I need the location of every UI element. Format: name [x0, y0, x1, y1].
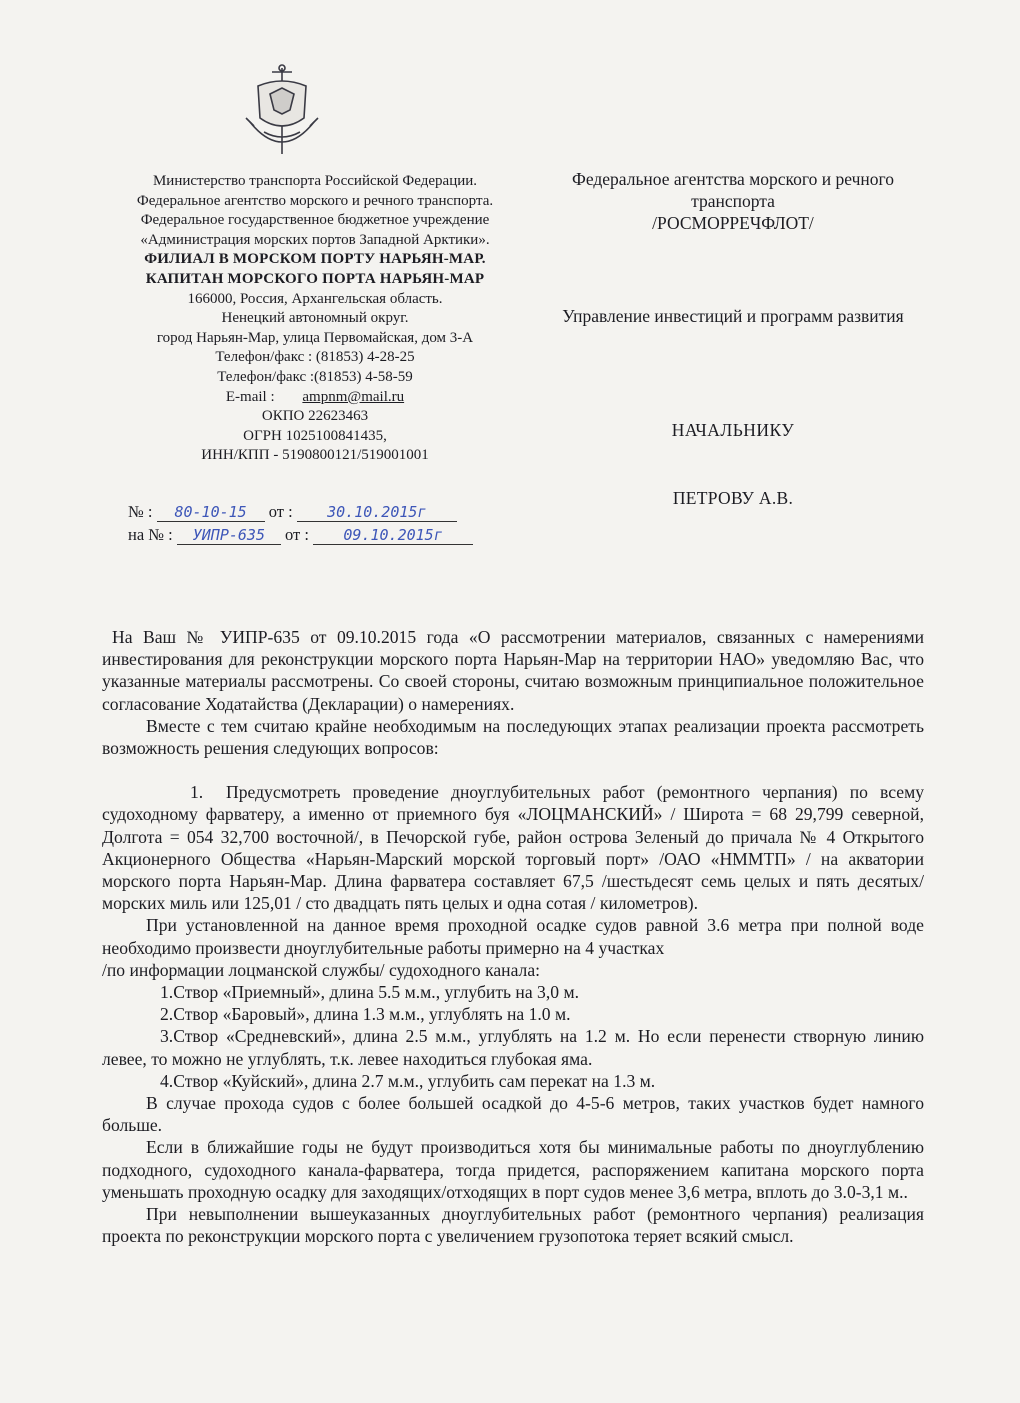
section-item: 2.Створ «Баровый», длина 1.3 м.м., углублять на 1.0 м.: [160, 1004, 571, 1025]
agency-abbr: /РОСМОРРЕЧФЛОТ/: [652, 213, 814, 233]
outgoing-date: 30.10.2015г: [297, 503, 457, 522]
phone-line: Телефон/факс :(81853) 4-58-59: [217, 368, 413, 385]
address-line: 166000, Россия, Архангельская область.: [187, 290, 443, 307]
incoming-reference: [128, 525, 473, 545]
address-line: Ненецкий автономный округ.: [221, 310, 409, 327]
date-label: от :: [268, 502, 293, 521]
paragraph: При установленной на данное время проходной осадке судов равной 3.6 метра при полной воде необходимо произвести дноуглубительные работы примерно на 4 участках: [102, 915, 924, 958]
section-item: 3.Створ «Средневский», длина 2.5 м.м., углублять на 1.2 м. Но если перенести створную линию левее, то можно не углублять, т.к. левее находиться глубокая яма.: [102, 1026, 924, 1069]
reply-number: УИПР-635: [177, 526, 281, 545]
addressee-department: Управление инвестиций и программ развития: [562, 306, 904, 326]
paragraph: В случае прохода судов с более большей осадкой до 4-5-6 метров, таких участков будет намного больше.: [102, 1093, 924, 1136]
section-item: 4.Створ «Куйский», длина 2.7 м.м., углубить сам перекат на 1.3 м.: [160, 1070, 656, 1091]
ogrn-code: ОГРН 1025100841435,: [243, 427, 387, 444]
sender-line: Министерство транспорта Российской Федерации.: [152, 173, 478, 189]
paragraph: Если в ближайшие годы не будут производиться хотя бы минимальные работы по дноуглублению подходного, судоходного канала-фарватера, тогда придется, распоряжением капитана морского порта уменьшать проходную осадку для заходящих/отходящих в порт судов менее 3,6 метра, вплоть до 3.0-3,1 м..: [102, 1137, 924, 1202]
addressee-position: НАЧАЛЬНИКУ: [671, 420, 795, 440]
paragraph: Вместе с тем считаю крайне необходимым на последующих этапах реализации проекта рассмотреть возможность решения следующих вопросов:: [102, 715, 924, 759]
paragraph: При невыполнении вышеуказанных дноуглубительных работ (ремонтного черпания) реализация проекта по реконструкции морского порта с увеличением грузопотока теряет всякий смысл.: [102, 1204, 924, 1247]
list-item-number: 1.: [190, 782, 204, 803]
maritime-emblem-icon: [242, 62, 322, 158]
sender-line: «Администрация морских портов Западной Арктики».: [140, 231, 490, 248]
sender-block: [100, 172, 530, 466]
list-item: [102, 781, 924, 914]
phone-line: Телефон/факс : (81853) 4-28-25: [215, 349, 415, 366]
paragraph: /по информации лоцманской службы/ судоходного канала:: [102, 959, 541, 980]
paragraph: На Ваш № УИПР-635 от 09.10.2015 года «О рассмотрении материалов, связанных с намерениями инвестирования для реконструкции морского порта Нарьян-Мар на территории НАО» уведомляю Вас, что указанные материалы рассмотрены. Со своей стороны, считаю возможным принципиальное положительное согласование Ходатайства (Декларации) о намерениях.: [102, 627, 924, 714]
sender-captain-title: КАПИТАН МОРСКОГО ПОРТА НАРЬЯН-МАР: [145, 270, 485, 287]
sender-branch-title: ФИЛИАЛ В МОРСКОМ ПОРТУ НАРЬЯН-МАР.: [144, 251, 486, 268]
okpo-code: ОКПО 22623463: [261, 408, 369, 425]
reply-date-label: от :: [284, 525, 309, 544]
inn-kpp-code: ИНН/КПП - 5190800121/519001001: [201, 447, 429, 464]
reply-number-label: на № :: [128, 525, 173, 544]
addressee-name: ПЕТРОВУ А.В.: [672, 488, 794, 508]
sender-line: Федеральное государственное бюджетное учреждение: [140, 212, 490, 229]
sender-line: Федеральное агентство морского и речного транспорта.: [136, 192, 494, 209]
email-line: [100, 388, 530, 408]
agency-line: транспорта: [691, 191, 775, 211]
email-link[interactable]: ampnm@mail.ru: [302, 388, 405, 405]
agency-line: Федеральное агентства морского и речного: [572, 169, 894, 189]
letter-body: [102, 626, 924, 1247]
addressee-agency: [528, 168, 938, 234]
outgoing-number: 80-10-15: [157, 503, 265, 522]
number-label: № :: [128, 502, 153, 521]
email-label: E-mail :: [225, 388, 275, 405]
address-line: город Нарьян-Мар, улица Первомайская, дом 3-А: [156, 329, 474, 346]
section-item: 1.Створ «Приемный», длина 5.5 м.м., углубить на 3,0 м.: [160, 982, 579, 1003]
list-item-text: Предусмотреть проведение дноуглубительных работ (ремонтного черпания) по всему судоходному фарватеру, а именно от приемного буя «ЛОЦМАНСКИЙ» / Широта = 68 29,799 северной, Долгота = 054 32,700 восточной/, в Печорской губе, район острова Зеленый до причала № 4 Открытого Акционерного Общества «Нарьян-Марский морской торговый порт» /ОАО «НММТП» / на акватории морского порта Нарьян-Мар. Длина фарватера составляет 67,5 /шестьдесят семь целых и пять десятых/ морских миль или 125,01 / сто двадцать пять целых и одна сотая / километров).: [102, 782, 924, 914]
reply-date: 09.10.2015г: [313, 526, 473, 545]
outgoing-reference: [128, 502, 457, 522]
